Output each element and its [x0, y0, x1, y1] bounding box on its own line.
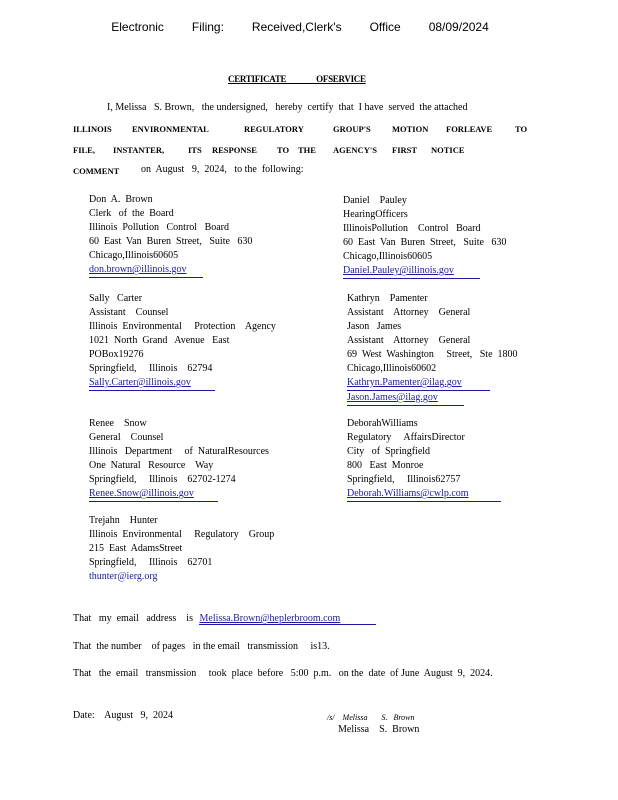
recipient-line: Chicago,Illinois60605 — [343, 251, 433, 262]
recipient-line: Assistant Counsel — [89, 307, 169, 318]
email-link[interactable]: Kathryn.Pamenter@ilag.gov — [347, 377, 462, 388]
recipient-line: Jason James — [347, 321, 402, 332]
intro-word: FILE, — [73, 145, 95, 155]
intro-word: ENVIRONMENTAL — [132, 124, 209, 134]
recipient-line: Springfield, Illinois62757 — [347, 474, 461, 485]
recipient-trejahn-hunter — [89, 514, 274, 584]
recipient-line: Daniel Pauley — [343, 195, 407, 206]
time-statement: That the email transmission took place before 5:00 p.m. on the date of June August 9, 2024. — [73, 668, 493, 679]
email-link[interactable]: thunter@ierg.org — [89, 571, 158, 582]
intro-word: FORLEAVE — [446, 124, 493, 134]
recipient-line: Assistant Attorney General — [347, 335, 471, 346]
sender-email-link[interactable]: Melissa.Brown@heplerbroom.com — [199, 613, 341, 624]
recipient-line: Illinois Pollution Control Board — [89, 222, 230, 233]
email-link[interactable]: Jason.James@ilag.gov — [347, 392, 438, 403]
intro-word: ILLINOIS — [73, 124, 112, 134]
recipient-line: 800 East Monroe — [347, 460, 424, 471]
signature-name: Melissa S. Brown — [338, 724, 420, 735]
recipient-line: One Natural Resource Way — [89, 460, 214, 471]
recipient-line: Renee Snow — [89, 418, 147, 429]
date-line: Date: August 9, 2024 — [73, 710, 173, 721]
recipient-line: Illinois Environmental Protection Agency — [89, 321, 276, 332]
email-link[interactable]: Daniel.Pauley@illinois.gov — [343, 265, 454, 276]
intro-word: AGENCY'S — [333, 145, 377, 155]
intro-word: NOTICE — [431, 145, 465, 155]
recipient-kathryn-pamenter — [347, 292, 518, 406]
recipient-line: Chicago,Illinois60602 — [347, 363, 437, 374]
filing-header: Electronic Filing: Received,Clerk's Office 08/09/2024 — [111, 20, 489, 34]
electronic-signature: /s/ Melissa S. Brown — [327, 713, 415, 722]
intro-text: on August 9, 2024, to the following: — [141, 164, 304, 175]
intro-word: REGULATORY — [244, 124, 304, 134]
recipient-line: Assistant Attorney General — [347, 307, 471, 318]
recipient-line: General Counsel — [89, 432, 164, 443]
recipient-line: DeborahWilliams — [347, 418, 418, 429]
recipient-sally-carter — [89, 292, 276, 391]
intro-word: ITS — [188, 145, 202, 155]
recipient-line: Chicago,Illinois60605 — [89, 250, 179, 261]
recipient-line: Regulatory AffairsDirector — [347, 432, 465, 443]
recipient-line: IllinoisPollution Control Board — [343, 223, 481, 234]
recipient-line: 60 East Van Buren Street, Suite 630 — [89, 236, 253, 247]
intro-word: GROUP'S — [333, 124, 371, 134]
intro-word: FIRST — [392, 145, 418, 155]
recipient-line: Illinois Environmental Regulatory Group — [89, 529, 275, 540]
intro-word: INSTANTER, — [113, 145, 165, 155]
recipient-line: Don A. Brown — [89, 194, 153, 205]
email-statement-text: That my email address is — [73, 613, 193, 624]
recipient-line: 1021 North Grand Avenue East — [89, 335, 230, 346]
email-link[interactable]: don.brown@illinois.gov — [89, 264, 187, 275]
email-link[interactable]: Renee.Snow@illinois.gov — [89, 488, 194, 499]
email-link[interactable]: Deborah.Williams@cwlp.com — [347, 488, 469, 499]
recipient-line: Springfield, Illinois 62701 — [89, 557, 213, 568]
recipient-renee-snow — [89, 417, 269, 502]
intro-word: TO — [277, 145, 290, 155]
recipient-line: 69 West Washington Street, Ste 1800 — [347, 349, 518, 360]
recipient-don-brown — [89, 193, 252, 278]
email-statement — [73, 613, 376, 625]
recipient-daniel-pauley — [343, 194, 506, 279]
pages-statement: That the number of pages in the email transmission is13. — [73, 641, 330, 652]
intro-word: THE — [298, 145, 316, 155]
recipient-deborah-williams — [347, 417, 501, 502]
recipient-line: Sally Carter — [89, 293, 143, 304]
intro-word: MOTION — [392, 124, 429, 134]
certificate-title: CERTIFICATE OFSERVICE — [228, 74, 366, 84]
recipient-line: HearingOfficers — [343, 209, 408, 220]
intro-line-1: I, Melissa S. Brown, the undersigned, hereby certify that I have served the attached — [107, 102, 468, 113]
intro-word: TO — [515, 124, 528, 134]
recipient-line: Clerk of the Board — [89, 208, 174, 219]
recipient-line: Springfield, Illinois 62794 — [89, 363, 213, 374]
email-link[interactable]: Sally.Carter@illinois.gov — [89, 377, 191, 388]
intro-word: RESPONSE — [212, 145, 257, 155]
recipient-line: Springfield, Illinois 62702-1274 — [89, 474, 236, 485]
recipient-line: 215 East AdamsStreet — [89, 543, 183, 554]
intro-word: COMMENT — [73, 166, 120, 176]
recipient-line: City of Springfield — [347, 446, 431, 457]
recipient-line: Trejahn Hunter — [89, 515, 158, 526]
recipient-line: Kathryn Pamenter — [347, 293, 428, 304]
recipient-line: 60 East Van Buren Street, Suite 630 — [343, 237, 507, 248]
recipient-line: POBox19276 — [89, 349, 144, 360]
recipient-line: Illinois Department of NaturalResources — [89, 446, 269, 457]
